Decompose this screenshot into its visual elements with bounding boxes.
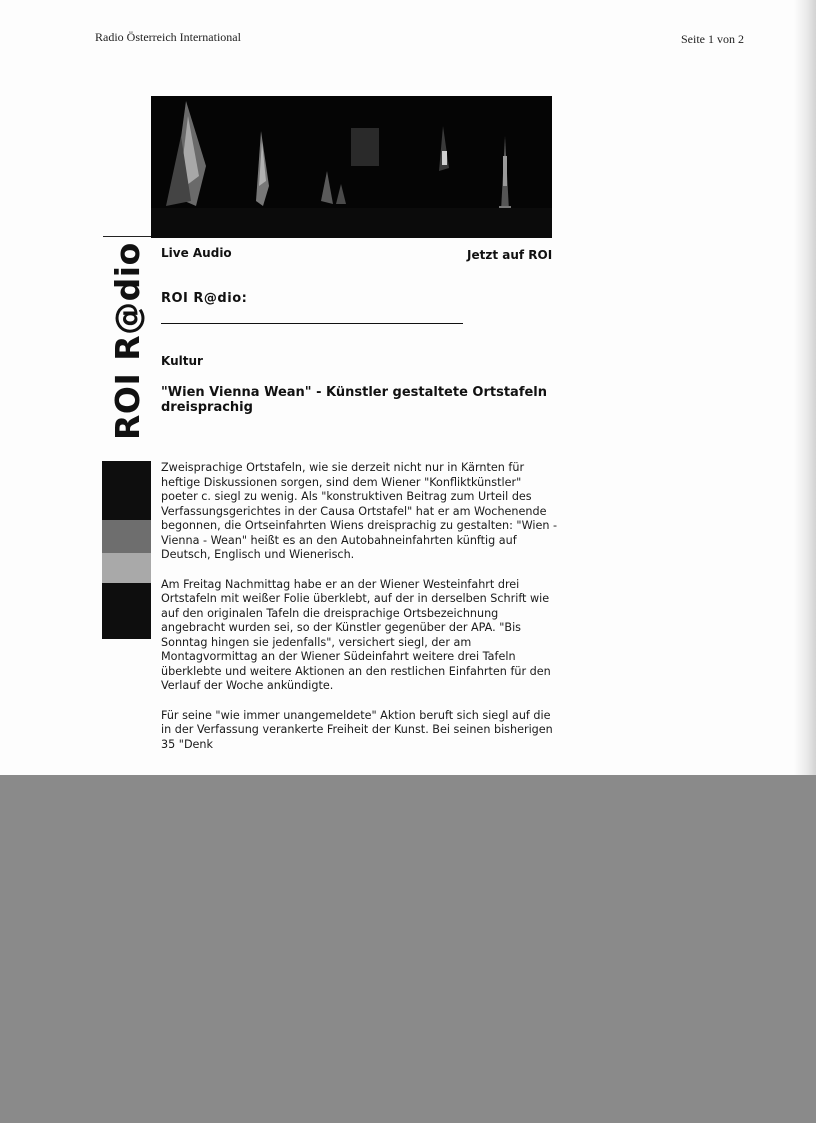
page-edge-shadow	[794, 0, 816, 775]
jetzt-auf-roi-link[interactable]: Jetzt auf ROI	[467, 248, 553, 262]
print-header-page-number: Seite 1 von 2	[681, 32, 744, 46]
sidebar-block	[102, 553, 151, 583]
night-lights-photo	[151, 96, 552, 238]
live-audio-link[interactable]: Live Audio	[161, 246, 232, 260]
sidebar-divider	[103, 236, 151, 237]
sidebar-block	[102, 461, 151, 520]
sidebar-block	[102, 520, 151, 553]
article-paragraph: Am Freitag Nachmittag habe er an der Wiener Westeinfahrt drei Ortstafeln mit weißer Folie überklebt, auf der in derselben Schrift wie auf den originalen Tafeln die dreisprachige Ortsbezeichnung angebracht wurden sei, so der Künstler gegenüber der APA. "Bis Sonntag hingen sie jedenfalls", versichert siegl, der am Montagvormittag an der Wiener Südeinfahrt weitere drei Tafeln überklebte und weitere Aktionen an den restlichen Einfahrten für den Verlauf der Woche ankündigte.	[161, 577, 551, 692]
sidebar-block	[102, 583, 151, 639]
article-body	[161, 461, 561, 767]
section-label: Kultur	[161, 354, 203, 368]
article-paragraph: Für seine "wie immer unangemeldete" Aktion beruft sich siegl auf die in der Verfassung verankerte Freiheit der Kunst. Bei seinen bisherigen 35 "Denk	[161, 708, 553, 751]
radio-label: ROI R@dio:	[161, 291, 248, 306]
radio-divider	[161, 323, 463, 324]
banner-image	[151, 96, 552, 238]
article-headline: "Wien Vienna Wean" - Künstler gestaltete Ortstafeln dreisprachig	[161, 385, 548, 415]
sidebar-brand-logo: ROI R@dio	[108, 242, 147, 440]
print-header-title: Radio Österreich International	[95, 30, 241, 44]
article-paragraph: Zweisprachige Ortstafeln, wie sie derzeit nicht nur in Kärnten für heftige Diskussionen sorgen, sind dem Wiener "Konfliktkünstler" poeter c. siegl zu wenig. Als "konstruktiven Beitrag zum Urteil des Verfassungsgerichtes in der Causa Ortstafel" hat er am Wochenende begonnen, die Ortseinfahrten Wiens dreisprachig zu gestalten: "Wien - Vienna - Wean" heißt es an den Autobahneinfahrten künftig auf Deutsch, Englisch und Wienerisch.	[161, 461, 558, 561]
